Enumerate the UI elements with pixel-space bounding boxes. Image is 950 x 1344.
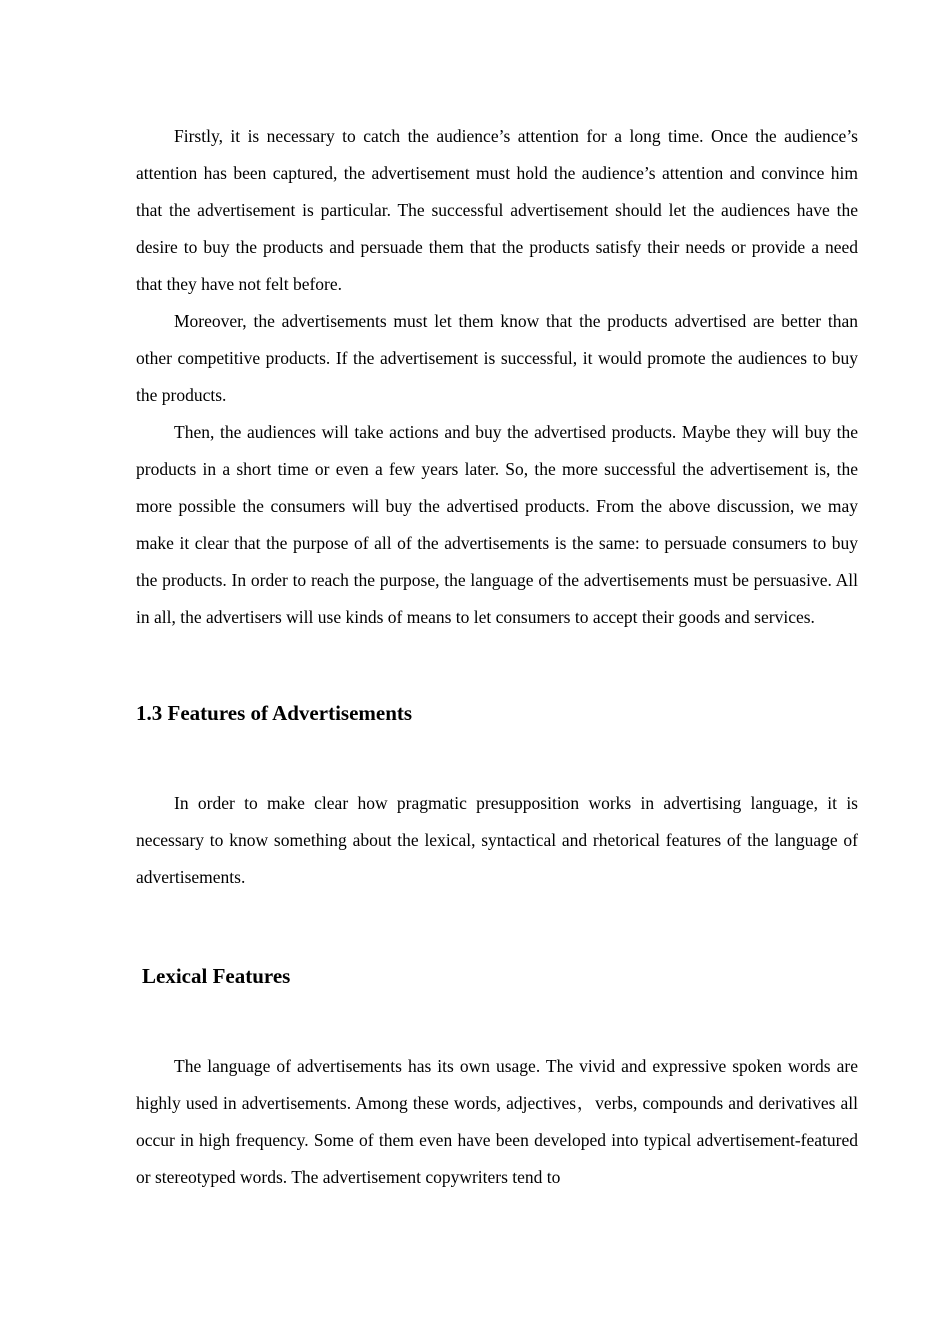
- paragraph-then: Then, the audiences will take actions and buy the advertised products. Maybe they will buy the products in a short time or even a few years later. So, the more successful the advertisement is, the more possible the consumers will buy the advertised products. From the above discussion, we may make it clear that the purpose of all of the advertisements is the same: to persuade consumers to buy the products. In order to reach the purpose, the language of the advertisements must be persuasive. All in all, the advertisers will use kinds of means to let consumers to accept their goods and services.: [136, 422, 858, 627]
- subsection-heading: Lexical Features: [142, 964, 291, 988]
- paragraph-firstly: Firstly, it is necessary to catch the audience’s attention for a long time. Once the audience’s attention has been captured, the advertisement must hold the audience’s attention and convince him that the advertisement is particular. The successful advertisement should let the audiences have the desire to buy the products and persuade them that the products satisfy their needs or provide a need that they have not felt before.: [136, 126, 858, 294]
- paragraph-section-intro: In order to make clear how pragmatic presupposition works in advertising language, it is necessary to know something about the lexical, syntactical and rhetorical features of the language of advertisements.: [136, 793, 858, 887]
- paragraph-moreover: Moreover, the advertisements must let them know that the products advertised are better than other competitive products. If the advertisement is successful, it would promote the audiences to buy the products.: [136, 311, 858, 405]
- section-heading: 1.3 Features of Advertisements: [136, 701, 413, 725]
- document-page: [136, 118, 858, 1196]
- paragraph-lexical: The language of advertisements has its own usage. The vivid and expressive spoken words are highly used in advertisements. Among these words, adjectives，verbs, compounds and derivatives all occur in high frequency. Some of them even have been developed into typical advertisement-featured or stereotyped words. The advertisement copywriters tend to: [136, 1056, 858, 1187]
